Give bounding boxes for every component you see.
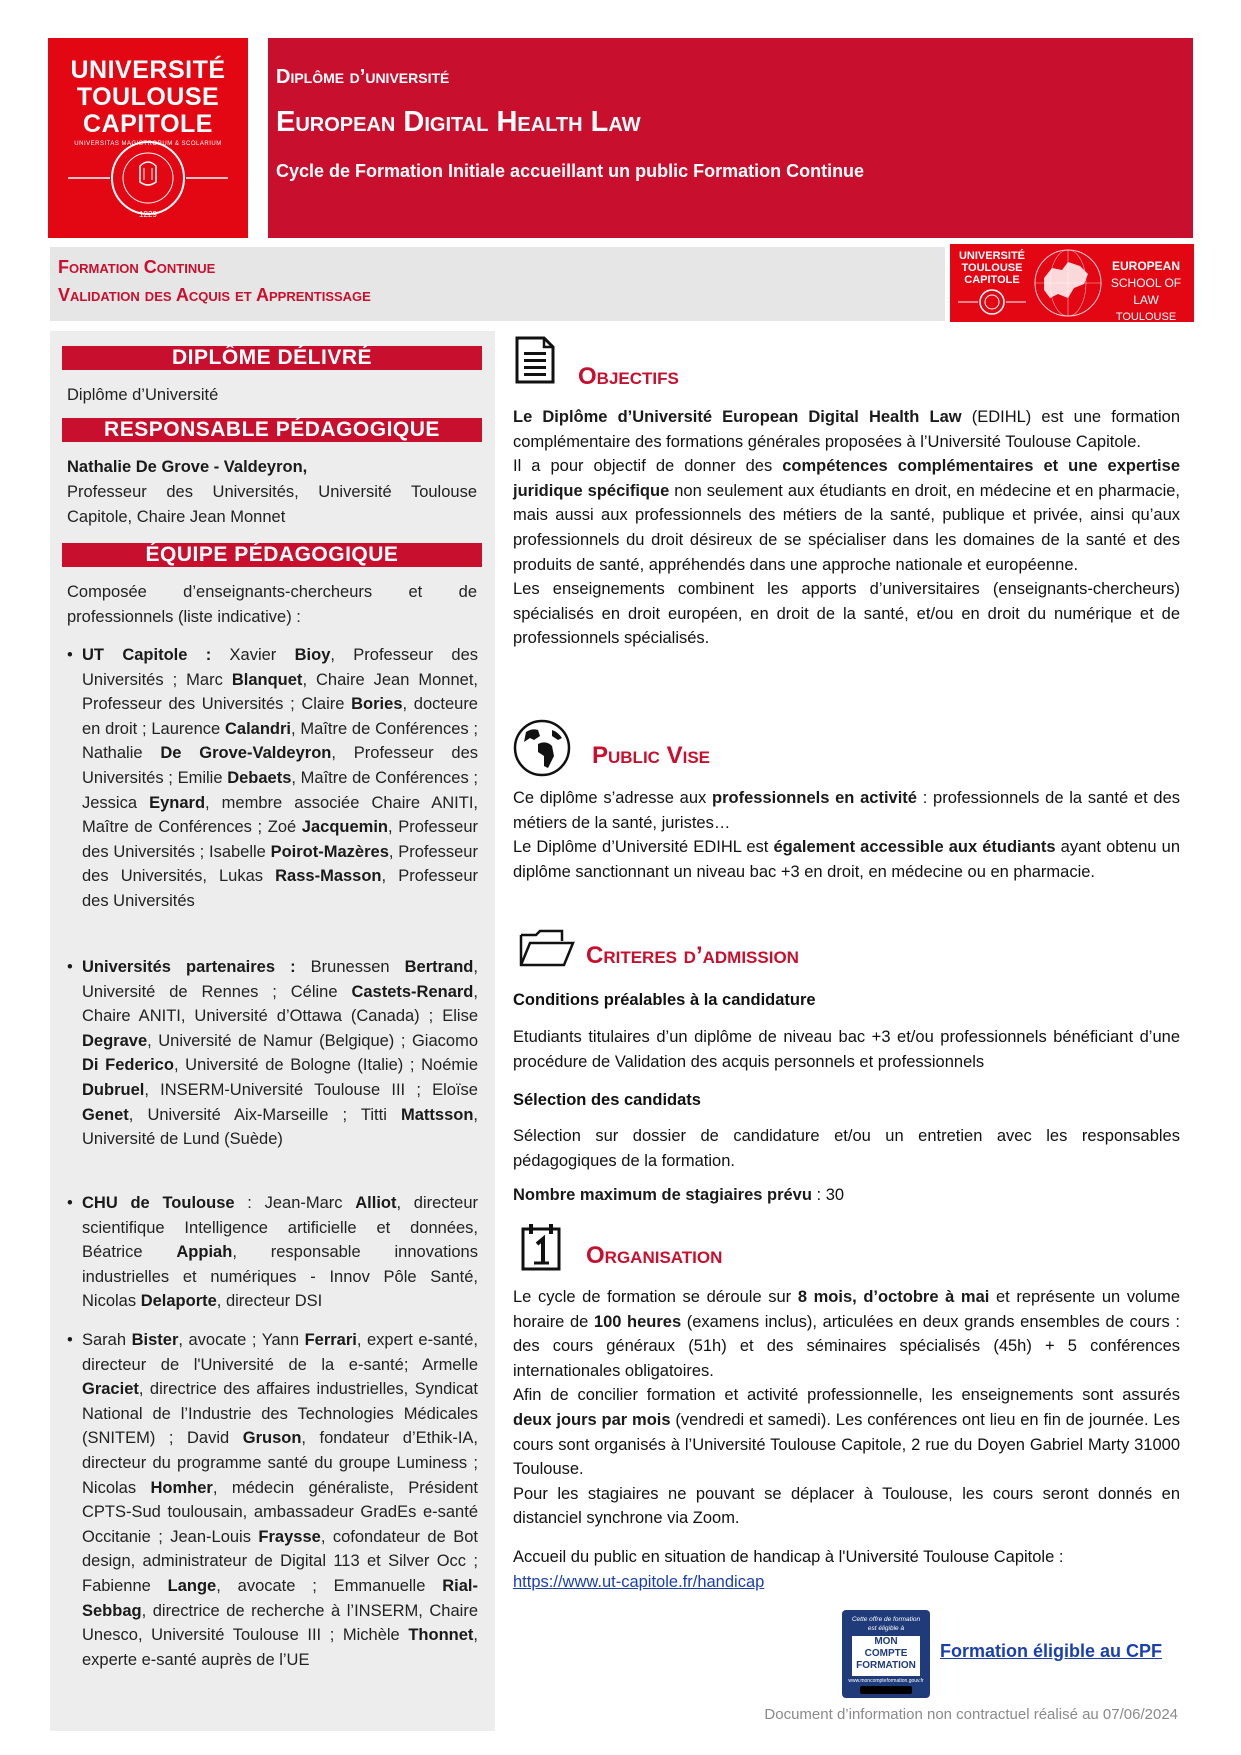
cpf-badge-line2: est éligible à xyxy=(867,1625,905,1632)
objectifs-title: Objectifs xyxy=(578,363,679,390)
title-banner xyxy=(268,38,1193,238)
public-vise-title: Public Vise xyxy=(592,742,711,769)
europe-map-icon xyxy=(1030,248,1106,318)
organisation-text: Le cycle de formation se déroule sur 8 mois, d’octobre à mai et représente un volume horaire de 100 heures (examens inclus), articulées en deux grands ensembles de cours : des cours généraux (51h) et des séminaires spécialisés (45h) + 5 conférences internationales obligatoires. Afin de concilier formation et activité professionnelle, les enseignements sont assurés deux jours par mois (vendredi et samedi). Les conférences ont lieu en fin de journée. Les cours sont organisés à l’Université Toulouse Capitole, 2 rue du Doyen Gabriel Marty 31000 Toulouse. Pour les stagiaires ne pouvant se déplacer à Toulouse, les cours seront donnés en distanciel synchrone via Zoom. xyxy=(513,1288,1181,1528)
cpf-badge-line1: Cette offre de formation xyxy=(851,1616,921,1623)
equipe-heading: ÉQUIPE PÉDAGOGIQUE xyxy=(62,543,482,567)
bullet-icon: • xyxy=(67,1194,73,1212)
formation-continue-label: Formation Continue xyxy=(58,257,216,277)
school-logo-line-1: UNIVERSITÉ xyxy=(958,250,1025,262)
handicap-link[interactable]: https://www.ut-capitole.fr/handicap xyxy=(513,1572,765,1591)
school-seal-icon xyxy=(956,288,1028,318)
title-small: Diplôme d’université xyxy=(276,66,450,88)
folder-icon xyxy=(518,927,576,969)
logo-line-3: CAPITOLE xyxy=(83,110,213,138)
seal-year: 1229 xyxy=(139,210,157,219)
objectifs-text: Le Diplôme d’Université European Digital Health Law (EDIHL) est une formation complémentaire des formations générales proposées à l’Université Toulouse Capitole. Il a pour objectif de donner des compétences complémentaires et une expertise juridique spécifique non seulement aux étudiants en droit, en médecine et en pharmacie, mais aussi aux professionnels des métiers de la santé, publique et privée, ainsi qu’aux professionnels du droit désireux de se spécialiser dans les domaines de la santé et des produits de santé, appréhendés dans une approche nationale et européenne. Les enseignements combinent les apports d’universitaires (enseignants-chercheurs) spécialisés en droit européen, en droit de la santé, et/ou en droit du numérique et de professionnels spécialisés. xyxy=(513,408,1181,648)
responsable-name: Nathalie De Grove - Valdeyron, xyxy=(67,458,308,476)
criteres-title: Criteres d’admission xyxy=(586,942,799,969)
school-name-line-1: EUROPEAN xyxy=(1111,259,1180,273)
seal-icon xyxy=(48,38,248,238)
footer-note: Document d’information non contractuel réalisé au 07/06/2024 xyxy=(764,1706,1178,1723)
criteres-sub1: Conditions préalables à la candidature xyxy=(513,991,816,1009)
cpf-badge-logo: MON COMPTE FORMATION xyxy=(852,1636,920,1676)
school-of-law-logo xyxy=(950,244,1194,322)
responsable-text: Professeur des Universités, Université Toulouse Capitole, Chaire Jean Monnet xyxy=(67,483,477,526)
school-logo-line-3: CAPITOLE xyxy=(964,274,1020,286)
school-logo-line-2: TOULOUSE xyxy=(961,262,1023,274)
equipe-item-partenaires: Universités partenaires : Brunessen Bertrand, Université de Rennes ; Céline Castets-Renard, Chaire ANITI, Université d’Ottawa (Canada) ; Elise Degrave, Université de Namur (Belgique) ; Giacomo Di Federico, Université de Bologne (Italie) ; Noémie Dubruel, INSERM-Université Toulouse III ; Eloïse Genet, Université Aix-Marseille ; Titti Mattsson, Université de Lund (Suède) xyxy=(82,958,479,1149)
criteres-max: Nombre maximum de stagiaires prévu : 30 xyxy=(513,1186,845,1204)
equipe-item-ut-capitole: UT Capitole : Xavier Bioy, Professeur des Universités ; Marc Blanquet, Chaire Jean Monnet, Professeur des Universités ; Claire Bories, docteure en droit ; Laurence Calandri, Maître de Conférences ; Nathalie De Grove-Valdeyron, Professeur des Universités ; Emilie Debaets, Maître de Conférences ; Jessica Eynard, membre associée Chaire ANITI, Maître de Conférences ; Zoé Jacquemin, Professeur des Universités ; Isabelle Poirot-Mazères, Professeur des Universités, Lukas Rass-Masson, Professeur des Universités xyxy=(82,646,479,910)
bullet-icon: • xyxy=(67,958,73,976)
seal-text: UNIVERSITAS MAGISTRORUM & SCOLARIUM xyxy=(74,141,222,147)
cpf-link[interactable]: Formation éligible au CPF xyxy=(940,1641,1163,1661)
bullet-icon: • xyxy=(67,646,73,664)
school-name-line-2: SCHOOL OF LAW xyxy=(1110,276,1182,307)
vaa-label: Validation des Acquis et Apprentissage xyxy=(58,285,371,305)
criteres-sub2: Sélection des candidats xyxy=(513,1091,701,1109)
page-subtitle: Cycle de Formation Initiale accueillant un public Formation Continue xyxy=(276,161,865,181)
school-name-line-3: TOULOUSE xyxy=(1115,311,1177,323)
criteres-text2: Sélection sur dossier de candidature et/ou un entretien avec les responsables pédagogiques de la formation. xyxy=(513,1127,1180,1170)
app-store-icon xyxy=(860,1686,912,1694)
cpf-badge xyxy=(842,1610,930,1698)
cpf-badge-url: www.moncompteformation.gouv.fr xyxy=(848,1678,924,1684)
globe-icon xyxy=(512,718,572,778)
logo-line-2: TOULOUSE xyxy=(76,83,220,111)
diplome-delivre-heading: DIPLÔME DÉLIVRÉ xyxy=(62,346,482,370)
page-title: European Digital Health Law xyxy=(276,106,641,138)
criteres-text1: Etudiants titulaires d’un diplôme de niveau bac +3 et/ou professionnels bénéficiant d’une procédure de Validation des acquis personnels et professionnels xyxy=(513,1028,1180,1071)
equipe-intro: Composée d’enseignants-chercheurs et de professionnels (liste indicative) : xyxy=(67,583,477,626)
organisation-title: Organisation xyxy=(586,1242,723,1269)
responsable-heading: RESPONSABLE PÉDAGOGIQUE xyxy=(62,418,482,442)
equipe-item-chu: CHU de Toulouse : Jean-Marc Alliot, directeur scientifique Intelligence artificielle et données, Béatrice Appiah, responsable innovations industrielles et numériques - Innov Pôle Santé, Nicolas Delaporte, directeur DSI xyxy=(82,1194,478,1311)
document-icon xyxy=(514,335,556,385)
public-vise-text: Ce diplôme s’adresse aux professionnels en activité : professionnels de la santé et des métiers de la santé, juristes… Le Diplôme d’Université EDIHL est également accessible aux étudiants ayant obtenu un diplôme sanctionnant un niveau bac +3 en droit, en médecine ou en pharmacie. xyxy=(513,789,1181,881)
university-logo xyxy=(48,38,248,238)
calendar-icon xyxy=(520,1222,562,1272)
handicap-text: Accueil du public en situation de handicap à l'Université Toulouse Capitole : https://www.ut-capitole.fr/handicap xyxy=(513,1548,1064,1591)
diplome-delivre-text: Diplôme d’Université xyxy=(67,386,219,404)
logo-line-1: UNIVERSITÉ xyxy=(70,56,226,84)
equipe-item-professionnels: Sarah Bister, avocate ; Yann Ferrari, expert e-santé, directeur de l'Université de la e-santé; Armelle Graciet, directrice des affaires industrielles, Syndicat National de l’Industrie des Technologies Médicales (SNITEM) ; David Gruson, fondateur d’Ethik-IA, directeur du programme santé du groupe Luminess ; Nicolas Homher, médecin généraliste, Président CPTS-Sud toulousain, ambassadeur GradEs e-santé Occitanie ; Jean-Louis Fraysse, cofondateur de Bot design, administrateur de Digital 113 et Silver Occ ; Fabienne Lange, avocate ; Emmanuelle Rial-Sebbag, directrice de recherche à l’INSERM, Chaire Unesco, Université Toulouse III ; Michèle Thonnet, experte e-santé auprès de l’UE xyxy=(82,1331,479,1669)
bullet-icon: • xyxy=(67,1331,73,1349)
formation-continue-box xyxy=(50,247,945,321)
